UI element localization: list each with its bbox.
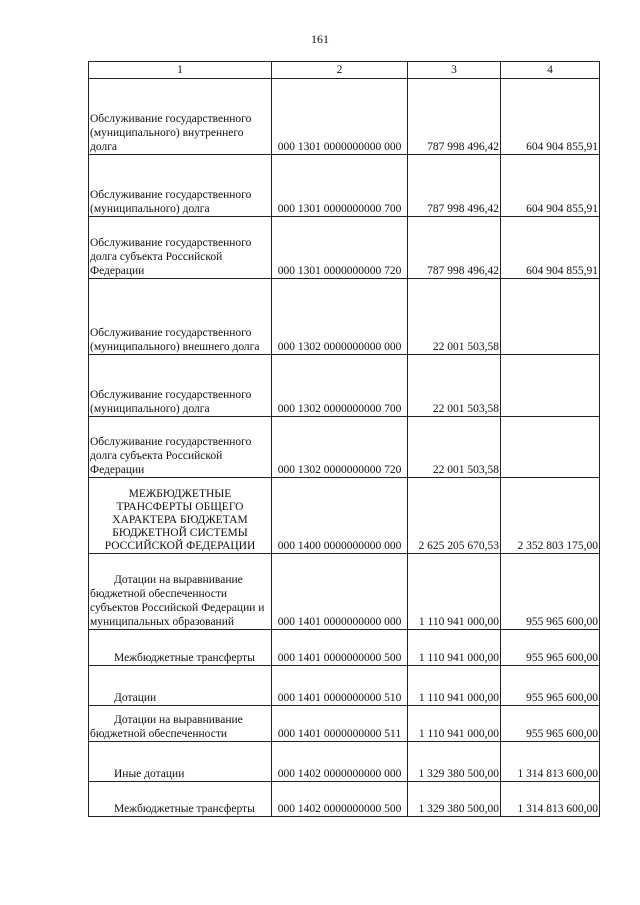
row-code: 000 1301 0000000000 720 xyxy=(272,217,408,279)
table-row xyxy=(89,217,600,279)
row-name: Межбюджетные трансферты xyxy=(89,630,272,666)
table-row xyxy=(89,355,600,417)
table-row xyxy=(89,155,600,217)
row-value-4: 955 965 600,00 xyxy=(501,630,600,666)
column-header-1: 1 xyxy=(89,62,272,79)
row-value-3: 22 001 503,58 xyxy=(408,279,501,355)
row-value-4: 955 965 600,00 xyxy=(501,554,600,630)
column-header-4: 4 xyxy=(501,62,600,79)
row-code: 000 1302 0000000000 000 xyxy=(272,279,408,355)
row-name: Обслуживание государственного долга субъекта Российской Федерации xyxy=(89,217,272,279)
row-name: Обслуживание государственного (муниципального) внешнего долга xyxy=(89,279,272,355)
row-value-3: 22 001 503,58 xyxy=(408,355,501,417)
row-value-4 xyxy=(501,417,600,478)
row-code: 000 1401 0000000000 500 xyxy=(272,630,408,666)
row-code: 000 1401 0000000000 000 xyxy=(272,554,408,630)
row-name: Дотации xyxy=(89,666,272,706)
row-code: 000 1400 0000000000 000 xyxy=(272,478,408,554)
table-row xyxy=(89,630,600,666)
row-value-3: 787 998 496,42 xyxy=(408,155,501,217)
row-value-3: 1 110 941 000,00 xyxy=(408,554,501,630)
row-name: Обслуживание государственного (муниципального) долга xyxy=(89,355,272,417)
table-row xyxy=(89,554,600,630)
row-code: 000 1402 0000000000 500 xyxy=(272,782,408,817)
row-value-4: 1 314 813 600,00 xyxy=(501,782,600,817)
row-value-3: 1 110 941 000,00 xyxy=(408,630,501,666)
row-code: 000 1401 0000000000 511 xyxy=(272,706,408,742)
column-header-2: 2 xyxy=(272,62,408,79)
row-value-4: 604 904 855,91 xyxy=(501,155,600,217)
table-row xyxy=(89,666,600,706)
table-row xyxy=(89,742,600,782)
table-header-row xyxy=(89,62,600,79)
table-row xyxy=(89,782,600,817)
row-value-4: 955 965 600,00 xyxy=(501,706,600,742)
table-row xyxy=(89,706,600,742)
row-name: Межбюджетные трансферты xyxy=(89,782,272,817)
row-code: 000 1301 0000000000 000 xyxy=(272,79,408,155)
row-value-4 xyxy=(501,279,600,355)
row-value-3: 1 329 380 500,00 xyxy=(408,742,501,782)
row-value-3: 1 110 941 000,00 xyxy=(408,666,501,706)
row-value-3: 787 998 496,42 xyxy=(408,217,501,279)
row-name: МЕЖБЮДЖЕТНЫЕ ТРАНСФЕРТЫ ОБЩЕГО ХАРАКТЕРА БЮДЖЕТАМ БЮДЖЕТНОЙ СИСТЕМЫ РОССИЙСКОЙ ФЕДЕРАЦИИ xyxy=(89,478,272,554)
row-value-4: 604 904 855,91 xyxy=(501,79,600,155)
row-value-4 xyxy=(501,355,600,417)
budget-table xyxy=(88,61,600,817)
row-value-4: 1 314 813 600,00 xyxy=(501,742,600,782)
row-value-3: 787 998 496,42 xyxy=(408,79,501,155)
table-row xyxy=(89,79,600,155)
row-name: Иные дотации xyxy=(89,742,272,782)
row-value-4: 2 352 803 175,00 xyxy=(501,478,600,554)
row-code: 000 1302 0000000000 700 xyxy=(272,355,408,417)
row-value-3: 1 329 380 500,00 xyxy=(408,782,501,817)
row-value-4: 955 965 600,00 xyxy=(501,666,600,706)
row-code: 000 1402 0000000000 000 xyxy=(272,742,408,782)
row-value-4: 604 904 855,91 xyxy=(501,217,600,279)
page-number: 161 xyxy=(311,32,329,46)
row-name: Обслуживание государственного (муниципального) внутреннего долга xyxy=(89,79,272,155)
row-value-3: 22 001 503,58 xyxy=(408,417,501,478)
row-value-3: 1 110 941 000,00 xyxy=(408,706,501,742)
row-name: Дотации на выравнивание бюджетной обеспеченности субъектов Российской Федерации и муниципальных образований xyxy=(89,554,272,630)
row-value-3: 2 625 205 670,53 xyxy=(408,478,501,554)
row-code: 000 1302 0000000000 720 xyxy=(272,417,408,478)
row-code: 000 1401 0000000000 510 xyxy=(272,666,408,706)
row-code: 000 1301 0000000000 700 xyxy=(272,155,408,217)
row-name: Обслуживание государственного (муниципального) долга xyxy=(89,155,272,217)
table-row xyxy=(89,478,600,554)
column-header-3: 3 xyxy=(408,62,501,79)
row-name: Обслуживание государственного долга субъекта Российской Федерации xyxy=(89,417,272,478)
table-row xyxy=(89,279,600,355)
table-row xyxy=(89,417,600,478)
row-name: Дотации на выравнивание бюджетной обеспеченности xyxy=(89,706,272,742)
